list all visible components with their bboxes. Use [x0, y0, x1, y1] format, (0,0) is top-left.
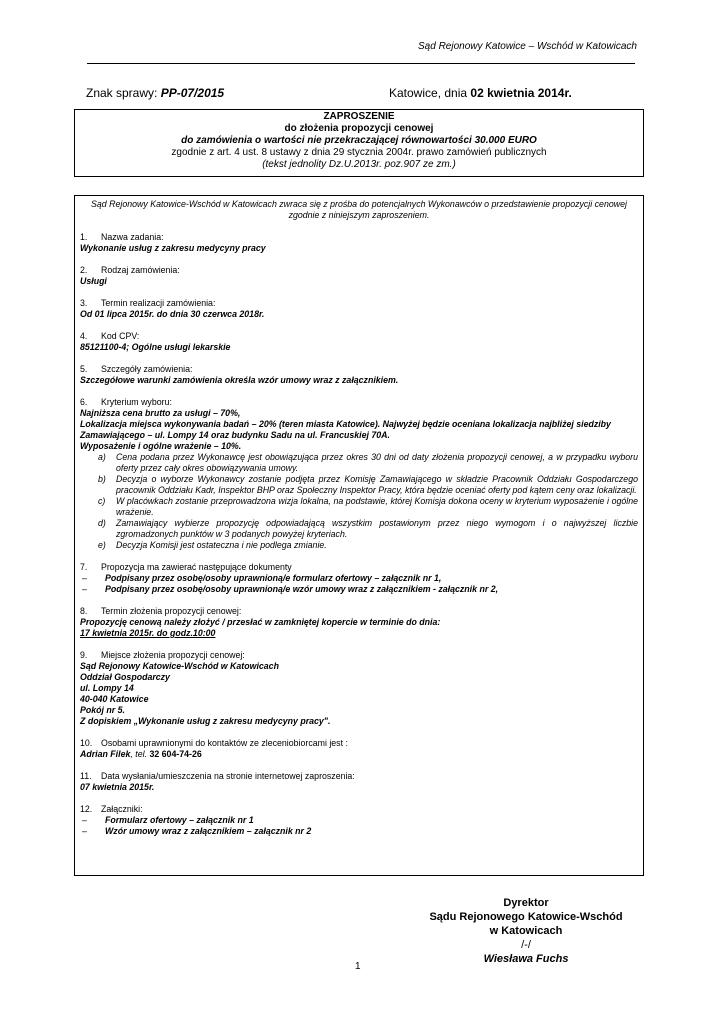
section-12: 12. Załączniki: – Formularz ofertowy – załącznik nr 1 – Wzór umowy wraz z załącznikiem – załącznik nr 2 [80, 804, 638, 837]
section-6: 6. Kryterium wyboru: Najniższa cena brutto za usługi – 70%, Lokalizacja miejsca wykonywania badań – 20% (teren miasta Katowice). Najwyżej będzie oceniana lokalizacja najbliżej siedziby Zamawiającego – ul. Lompy 14 oraz budynku Sadu na ul. Francuskiej 70A. Wyposażenie i ogólne wrażenie – 10%. a) Cena podana przez Wykonawcę jest obowiązująca przez okres 30 dni od daty złożenia propozycji cenowej, a w przypadku wyboru oferty przez cały okres obowiązywania umowy. b) Decyzja o wyborze Wykonawcy zostanie podjęta przez Komisję Zamawiającego w składzie Pracownik Oddziału Gospodarczego pracownik Oddziału Kadr, Inspektor BHP oraz Społeczny Inspektor Pracy, która będzie oceniać oferty pod kątem ceny oraz lokalizacji. c) W placówkach zostanie przeprowadzona wizja lokalna, na podstawie, której Komisja dokona oceny w kryterium wyposażenie i ogólne wrażenie. d) Zamawiający wybierze propozycję odpowiadającą wszystkim postawionym przez niego wymogom i o najwyższej liczbie zgromadzonych punktów w 3 podanych powyżej kryteriach. e) Decyzja Komisji jest ostateczna i nie podlega zmianie. [80, 397, 638, 550]
title-box [74, 109, 644, 177]
contact-phone: 32 604-74-26 [149, 749, 202, 759]
signature-block: Dyrektor Sądu Rejonowego Katowice-Wschód w Katowicach /-/ Wiesława Fuchs [412, 896, 640, 966]
title: ZAPROSZENIE [323, 111, 395, 122]
section-10: 10. Osobami uprawnionymi do kontaktów ze zleceniobiorcami jest : Adrian Filek, tel. 32 604-74-26 [80, 738, 348, 759]
list-item: – Podpisany przez osobę/osoby uprawnioną/e wzór umowy wraz z załącznikiem - załącznik nr 2, [82, 584, 499, 594]
header-divider [87, 63, 635, 64]
case-label: Znak sprawy: [86, 86, 161, 100]
section-11: 11. Data wysłania/umieszczenia na stronie internetowej zaproszenia: 07 kwietnia 2015r. [80, 771, 355, 792]
title-line-3: do zamówienia o wartości nie przekraczającej równowartości 30.000 EURO [181, 135, 537, 146]
section-4: 4. Kod CPV: 85121100-4; Ogólne usługi lekarskie [80, 331, 231, 352]
section-2: 2. Rodzaj zamówienia: Usługi [80, 265, 180, 286]
list-item: b) Decyzja o wyborze Wykonawcy zostanie podjęta przez Komisję Zamawiającego w składzie Pracownik Oddziału Gospodarczego pracownik Oddziału Kadr, Inspektor BHP oraz Społeczny Inspektor Pracy, która będzie oceniać oferty pod kątem ceny oraz lokalizacji. [98, 474, 638, 495]
reference-line [86, 86, 586, 100]
list-item: – Wzór umowy wraz z załącznikiem – załącznik nr 2 [82, 826, 312, 836]
title-line-4: zgodnie z art. 4 ust. 8 ustawy z dnia 29 stycznia 2004r. prawo zamówień publicznych [171, 147, 547, 158]
title-line-2: do złożenia propozycji cenowej [284, 123, 434, 134]
content-box [74, 195, 644, 876]
place-date: Katowice, dnia 02 kwietnia 2014r. [389, 86, 572, 100]
list-item: – Podpisany przez osobę/osoby uprawnioną/e formularz ofertowy – załącznik nr 1, [82, 573, 442, 583]
section-1: 1. Nazwa zadania: Wykonanie usług z zakresu medycyny pracy [80, 232, 638, 254]
list-item: c) W placówkach zostanie przeprowadzona wizja lokalna, na podstawie, której Komisja dokona oceny w kryterium wyposażenie i ogólne wrażenie. [98, 496, 638, 517]
section-9: 9. Miejsce złożenia propozycji cenowej: Sąd Rejonowy Katowice-Wschód w Katowicach Oddział Gospodarczy ul. Lompy 14 40-040 Katowice Pokój nr 5. Z dopiskiem „Wykonanie usług z zakresu medycyny pracy". [80, 650, 331, 726]
signatory-name: Wiesława Fuchs [483, 953, 569, 965]
section-8: 8. Termin złożenia propozycji cenowej: Propozycję cenową należy złożyć / przesłać w zamkniętej kopercie w terminie do dnia: 17 kwietnia 2015r. do godz.10:00 [80, 606, 638, 639]
section-5: 5. Szczegóły zamówienia: Szczegółowe warunki zamówienia określa wzór umowy wraz z załącznikiem. [80, 364, 399, 385]
task-name: Wykonanie usług z zakresu medycyny pracy [80, 243, 266, 253]
section-7: 7. Propozycja ma zawierać następujące dokumenty – Podpisany przez osobę/osoby uprawnioną/e formularz ofertowy – załącznik nr 1, – Podpisany przez osobę/osoby uprawnioną/e wzór umowy wraz z załącznikiem - załącznik nr 2, [80, 562, 638, 595]
list-item: e) Decyzja Komisji jest ostateczna i nie podlega zmianie. [98, 540, 327, 550]
title-line-5: (tekst jednolity Dz.U.2013r. poz.907 ze zm.) [262, 159, 456, 170]
list-item: d) Zamawiający wybierze propozycję odpowiadającą wszystkim postawionym przez niego wymogom i o najwyższej liczbie zgromadzonych punktów w 3 podanych powyżej kryteriach. [98, 518, 638, 539]
page-number: 1 [355, 961, 361, 972]
deadline: 17 kwietnia 2015r. do godz.10:00 [80, 628, 216, 638]
case-number: PP-07/2015 [160, 86, 225, 100]
criteria-notes [98, 452, 638, 551]
contact-name: Adrian Filek [80, 749, 131, 759]
section-3: 3. Termin realizacji zamówienia: Od 01 lipca 2015r. do dnia 30 czerwca 2018r. [80, 298, 265, 319]
intro-text: Sąd Rejonowy Katowice-Wschód w Katowicach zwraca się z prośba do potencjalnych Wykonawców o przedstawienie propozycji cenowej zgodnie z niniejszym zaproszeniem. [91, 199, 627, 220]
list-item: a) Cena podana przez Wykonawcę jest obowiązująca przez okres 30 dni od daty złożenia propozycji cenowej, a w przypadku wyboru oferty przez cały okres obowiązywania umowy. [98, 452, 638, 473]
date: 02 kwietnia 2014r. [470, 86, 572, 100]
list-item: – Formularz ofertowy – załącznik nr 1 [82, 815, 254, 825]
court-header: Sąd Rejonowy Katowice – Wschód w Katowicach [418, 41, 637, 52]
